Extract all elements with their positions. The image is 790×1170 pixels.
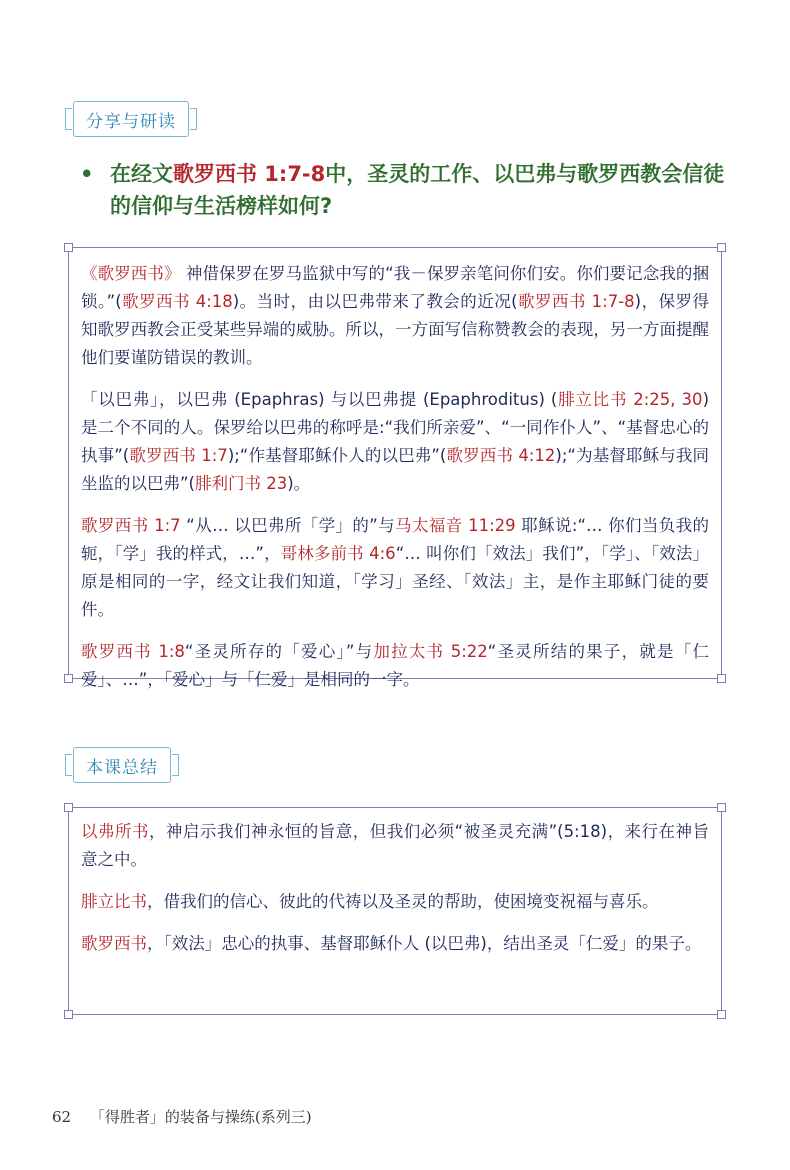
- corner-ornament-icon: [717, 803, 726, 812]
- book-title-footer: 「得胜者」的装备与操练(系列三): [89, 1108, 312, 1126]
- text: “圣灵所结的果子，就是「仁爱」、…”，「爱心」与「仁爱」是相同的一字。: [81, 642, 709, 689]
- summary-philippians: [81, 888, 709, 916]
- section-tag-label: 分享与研读: [86, 111, 176, 132]
- text: ，借我们的信心、彼此的代祷以及圣灵的帮助，使困境变祝福与喜乐。: [147, 892, 659, 911]
- text: 神借保罗在罗马监狱中写的“我－保罗亲笔问你们安。你们要记念我的捆锁。”(: [81, 264, 710, 311]
- scripture-ref: 加拉太书 5:22: [373, 642, 488, 661]
- text: )。当时，由以巴弗带来了教会的近况(: [232, 292, 518, 311]
- text: ) 是二个不同的人。保罗给以巴弗的称呼是:“我们所亲爱”、“一同作仆人”、“基督忠心的执事”(: [81, 390, 709, 465]
- section-tag-summary: [73, 747, 171, 783]
- question-scripture-ref: 歌罗西书 1:7-8: [173, 162, 326, 186]
- text: “圣灵所存的「爱心」”与: [184, 642, 374, 661]
- scripture-ref: 歌罗西书 4:12: [446, 446, 556, 465]
- text: 「以巴弗」，以巴弗 (Epaphras) 与以巴弗提 (Epaphroditus) (: [81, 390, 558, 409]
- text: “… 叫你们「效法」我们”，「学」、「效法」原是相同的一字，经文让我们知道，「学习」圣经、「效法」主，是作主耶稣门徒的要件。: [81, 544, 709, 619]
- summary-ephesians: [81, 818, 709, 874]
- corner-ornament-icon: [64, 1010, 73, 1019]
- text: ，神启示我们神永恒的旨意，但我们必须“被圣灵充满”(5:18)，来行在神旨意之中。: [81, 822, 709, 869]
- corner-ornament-icon: [64, 243, 73, 252]
- discussion-question: [80, 158, 740, 222]
- question-post: 中，圣灵的工作、以巴弗与歌罗西教会信徒的信仰与生活榜样如何?: [110, 162, 725, 218]
- text: “从… 以巴弗所「学」的”与: [180, 516, 395, 535]
- summary-box: [68, 807, 722, 1015]
- summary-colossians: [81, 930, 709, 958]
- book-title: 歌罗西书: [81, 934, 147, 953]
- corner-ornament-icon: [64, 803, 73, 812]
- scripture-ref: 腓立比书 2:25, 30: [557, 390, 703, 409]
- section-tag-label: 本课总结: [86, 757, 158, 778]
- text: )，保罗得知歌罗西教会正受某些异端的威胁。所以，一方面写信称赞教会的表现，另一方面提醒他们要谨防错误的教训。: [81, 292, 709, 367]
- note-paragraph-epaphras: [81, 386, 709, 498]
- scripture-ref: 歌罗西书 1:8: [81, 642, 185, 661]
- scripture-ref: 马太福音 11:29: [394, 516, 516, 535]
- scripture-ref: 腓利门书 23: [195, 474, 288, 493]
- corner-ornament-icon: [717, 674, 726, 683]
- question-text: [80, 158, 740, 222]
- text: ，「效法」忠心的执事、基督耶稣仆人 (以巴弗)，结出圣灵「仁爱」的果子。: [147, 934, 702, 953]
- note-paragraph-colossians: [81, 260, 709, 372]
- scripture-ref: 歌罗西书 1:7: [81, 516, 181, 535]
- corner-ornament-icon: [717, 1010, 726, 1019]
- text: )。: [287, 474, 311, 493]
- book-title: 《歌罗西书》: [81, 264, 181, 283]
- page-number: 62: [52, 1108, 72, 1126]
- scripture-ref: 歌罗西书 1:7-8: [517, 292, 635, 311]
- scripture-ref: 歌罗西书 1:7: [129, 446, 228, 465]
- book-title: 腓立比书: [81, 892, 147, 911]
- scripture-ref: 歌罗西书 4:18: [121, 292, 233, 311]
- question-pre: 在经文: [110, 162, 173, 186]
- bullet-icon: •: [80, 162, 94, 186]
- corner-ornament-icon: [64, 674, 73, 683]
- text: 耶稣说:“… 你们当负我的轭，「学」我的样式，…”，: [81, 516, 709, 563]
- note-paragraph-learn: [81, 512, 709, 624]
- scripture-ref: 哥林多前书 4:6: [280, 544, 396, 563]
- text: );“为基督耶稣与我同坐监的以巴弗”(: [81, 446, 709, 493]
- page-footer: [52, 1106, 312, 1127]
- book-title: 以弗所书: [81, 822, 149, 841]
- corner-ornament-icon: [717, 243, 726, 252]
- study-notes-box: [68, 247, 722, 689]
- section-tag-share-study: [73, 101, 189, 137]
- note-paragraph-love: [81, 638, 709, 694]
- text: );“作基督耶稣仆人的以巴弗”(: [227, 446, 447, 465]
